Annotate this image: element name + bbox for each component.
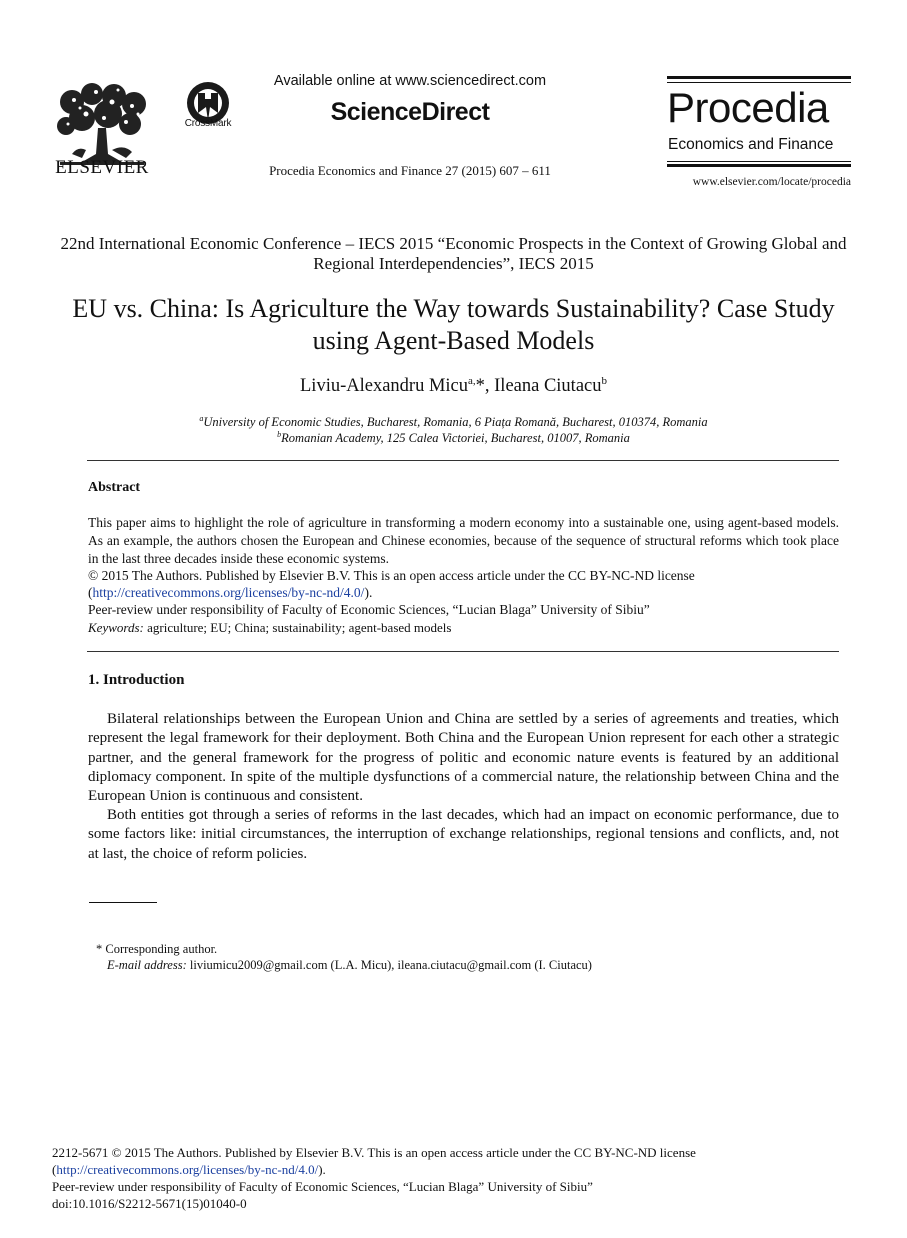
- keywords-text: agriculture; EU; China; sustainability; agent-based models: [143, 620, 452, 635]
- footer-doi[interactable]: doi:10.1016/S2212-5671(15)01040-0: [52, 1196, 247, 1211]
- email-note: [107, 958, 592, 973]
- keywords-line: [88, 620, 451, 636]
- sciencedirect-wordmark: ScienceDirect: [330, 98, 490, 126]
- keywords-label: Keywords:: [88, 620, 144, 635]
- procedia-rule-top: [667, 76, 851, 79]
- paper-title: EU vs. China: Is Agriculture the Way towards Sustainability? Case Study using Agent-Based Models: [72, 294, 835, 355]
- copyright-line: © 2015 The Authors. Published by Elsevier B.V. This is an open access article under the CC BY-NC-ND license: [88, 568, 695, 583]
- license-close: ).: [364, 585, 373, 600]
- footer-license-link[interactable]: http://creativecommons.org/licenses/by-nc-nd/4.0/: [56, 1162, 319, 1177]
- section-heading-introduction: 1. Introduction: [88, 672, 185, 688]
- footer-license-close: ).: [318, 1162, 326, 1177]
- license-line: [88, 585, 372, 601]
- procedia-rule-mid: [667, 164, 851, 167]
- author-list: [60, 375, 847, 397]
- available-online-text: Available online at www.sciencedirect.com: [273, 73, 547, 89]
- footer-peer-review: Peer-review under responsibility of Faculty of Economic Sciences, “Lucian Blaga” University of Sibiu”: [52, 1179, 593, 1194]
- author-1-marks: a,: [468, 375, 476, 387]
- journal-url-link[interactable]: www.elsevier.com/locate/procedia: [692, 176, 851, 188]
- journal-title-logo: Procedia: [667, 84, 829, 131]
- conference-name: 22nd International Economic Conference – IECS 2015 “Economic Prospects in the Context of Growing Global and Regional Interdependencies”, IECS 2015: [60, 234, 847, 273]
- author-2-mark: b: [601, 375, 607, 387]
- abstract-bottom-rule: [87, 651, 839, 652]
- license-link[interactable]: http://creativecommons.org/licenses/by-nc-nd/4.0/: [92, 585, 365, 600]
- intro-paragraph-1: Bilateral relationships between the European Union and China are settled by a series of agreements and treaties, which represent the legal framework for their deployment. Both China and the European Union represent for each other a strategic partner, and the general framework for the progress of politic and economic nature events is featured by an additional diplomacy component. In spite of the multiple dysfunctions of a commercial nature, the relationship between China and the European Union is continuous and consistent.: [88, 711, 839, 805]
- abstract-heading: Abstract: [88, 480, 141, 495]
- procedia-rule-mid-thin: [667, 161, 851, 162]
- author-1: Liviu-Alexandru Micu: [300, 376, 468, 397]
- affiliation-b-mark: b: [277, 430, 282, 439]
- intro-paragraph-2: Both entities got through a series of reforms in the last decades, which had an impact on economic performance, due to some factors like: initial circumstances, the interruption of exchange relationships, regional tensions and conflicts, and, not at last, the choice of reform policies.: [88, 807, 839, 862]
- corresponding-star: *: [475, 376, 485, 397]
- abstract-top-rule: [87, 460, 839, 461]
- footer-license-open: (: [52, 1162, 57, 1177]
- author-2: Ileana Ciutacu: [494, 376, 602, 397]
- license-open: (: [88, 585, 93, 600]
- affiliation-b: [60, 430, 847, 446]
- footer-copyright: 2212-5671 © 2015 The Authors. Published by Elsevier B.V. This is an open access article under the CC BY-NC-ND license: [52, 1145, 696, 1160]
- peer-review-line: Peer-review under responsibility of Faculty of Economic Sciences, “Lucian Blaga” University of Sibiu”: [88, 602, 650, 617]
- elsevier-wordmark: ELSEVIER: [55, 157, 149, 178]
- abstract-text: This paper aims to highlight the role of agriculture in transforming a modern economy into a sustainable one, using agent-based models. As an example, the authors chosen the European and Chinese economies, because of the sequence of structural reforms which took place in the last three decades inside these economic systems.: [88, 515, 839, 566]
- footnote-rule: [89, 902, 157, 903]
- journal-reference: Procedia Economics and Finance 27 (2015) 607 – 611: [269, 163, 551, 178]
- journal-subtitle: Economics and Finance: [668, 136, 834, 153]
- corresponding-author-note: * Corresponding author.: [96, 942, 218, 956]
- email-label: E-mail address:: [107, 958, 187, 972]
- crossmark-label: CrossMark: [184, 118, 232, 129]
- email-addresses[interactable]: liviumicu2009@gmail.com (L.A. Micu), ileana.ciutacu@gmail.com (I. Ciutacu): [186, 958, 592, 972]
- affiliation-a-mark: a: [199, 414, 204, 423]
- affiliation-a-text: University of Economic Studies, Bucharest, Romania, 6 Piața Romană, Bucharest, 010374, Romania: [203, 415, 708, 430]
- affiliation-b-text: Romanian Academy, 125 Calea Victoriei, Bucharest, 01007, Romania: [281, 431, 630, 446]
- author-separator: ,: [484, 376, 495, 397]
- affiliation-a: [60, 414, 847, 430]
- footer-license: [52, 1162, 326, 1178]
- procedia-rule-top-thin: [667, 82, 851, 83]
